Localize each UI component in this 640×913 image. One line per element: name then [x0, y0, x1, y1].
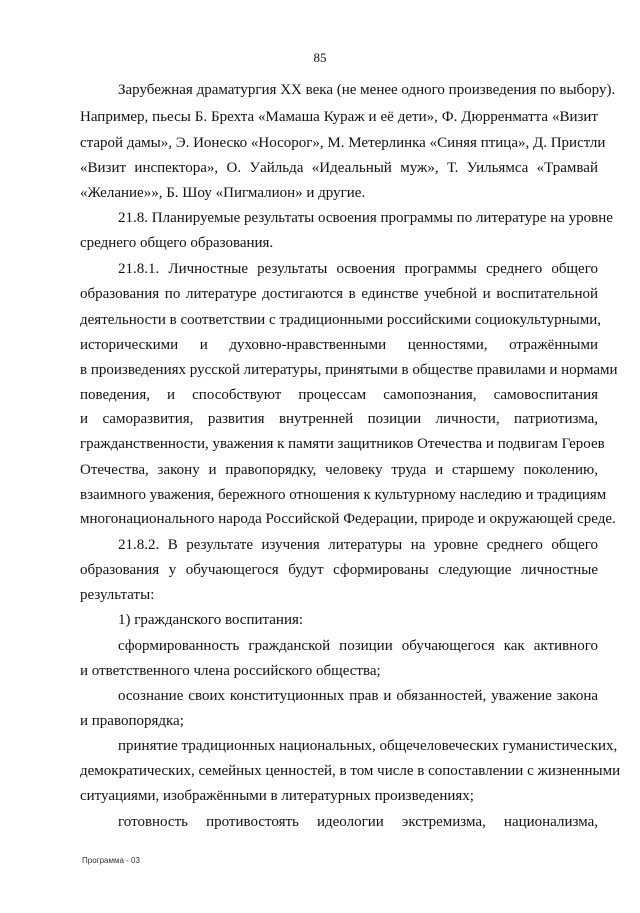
text-line: демократических, семейных ценностей, в том числе в сопоставлении с жизненными [80, 763, 621, 779]
text-line: Например, пьесы Б. Брехта «Мамаша Кураж и её дети», Ф. Дюрренматта «Визит [80, 109, 598, 125]
text-line: Зарубежная драматургия XX века (не менее одного произведения по выбору). [118, 82, 616, 98]
page-number: 85 [313, 50, 327, 65]
text-line: «Визит инспектора», О. Уайльда «Идеальный муж», Т. Уильямса «Трамвай [80, 160, 598, 176]
text-line: гражданственности, уважения к памяти защитников Отечества и подвигам Героев [80, 436, 605, 452]
text-line: историческими и духовно-нравственными ценностями, отражёнными [80, 337, 598, 353]
text-line: и ответственного члена российского общества; [80, 663, 381, 679]
text-line: Отечества, закону и правопорядку, человеку труда и старшему поколению, [80, 462, 598, 478]
text-line: образования у обучающегося будут сформированы следующие личностные [80, 562, 598, 578]
text-line: образования по литературе достигаются в единстве учебной и воспитательной [80, 286, 598, 302]
text-line: осознание своих конституционных прав и обязанностей, уважение закона [118, 688, 598, 704]
text-line: готовность противостоять идеологии экстремизма, национализма, [118, 814, 598, 830]
text-line: многонационального народа Российской Федерации, природе и окружающей среде. [80, 511, 616, 527]
text-line: ситуациями, изображёнными в литературных произведениях; [80, 788, 474, 804]
section-heading-21-8-2: 21.8.2. В результате изучения литературы на уровне среднего общего [118, 537, 598, 553]
text-line: деятельности в соответствии с традиционными российскими социокультурными, [80, 312, 601, 328]
section-heading-21-8: 21.8. Планируемые результаты освоения программы по литературе на уровне [118, 210, 613, 226]
text-line: сформированность гражданской позиции обучающегося как активного [118, 638, 598, 654]
text-line: старой дамы», Э. Ионеско «Носорог», М. Метерлинка «Синяя птица», Д. Пристли [80, 135, 606, 151]
footer-note: Программа - 03 [82, 856, 140, 865]
text-line: взаимного уважения, бережного отношения к культурному наследию и традициям [80, 487, 607, 503]
text-line: «Желание»», Б. Шоу «Пигмалион» и другие. [80, 185, 366, 201]
section-heading-21-8-1: 21.8.1. Личностные результаты освоения программы среднего общего [118, 261, 598, 277]
text-line: в произведениях русской литературы, принятыми в обществе правилами и нормами [80, 362, 618, 378]
text-line: принятие традиционных национальных, общечеловеческих гуманистических, [118, 738, 618, 754]
text-line: поведения, и способствуют процессам самопознания, самовоспитания [80, 387, 598, 403]
text-line: результаты: [80, 587, 155, 603]
text-line: среднего общего образования. [80, 235, 274, 251]
text-line: и саморазвития, развития внутренней позиции личности, патриотизма, [80, 411, 598, 427]
list-heading-civic: 1) гражданского воспитания: [118, 612, 304, 628]
text-line: и правопорядка; [80, 713, 184, 729]
